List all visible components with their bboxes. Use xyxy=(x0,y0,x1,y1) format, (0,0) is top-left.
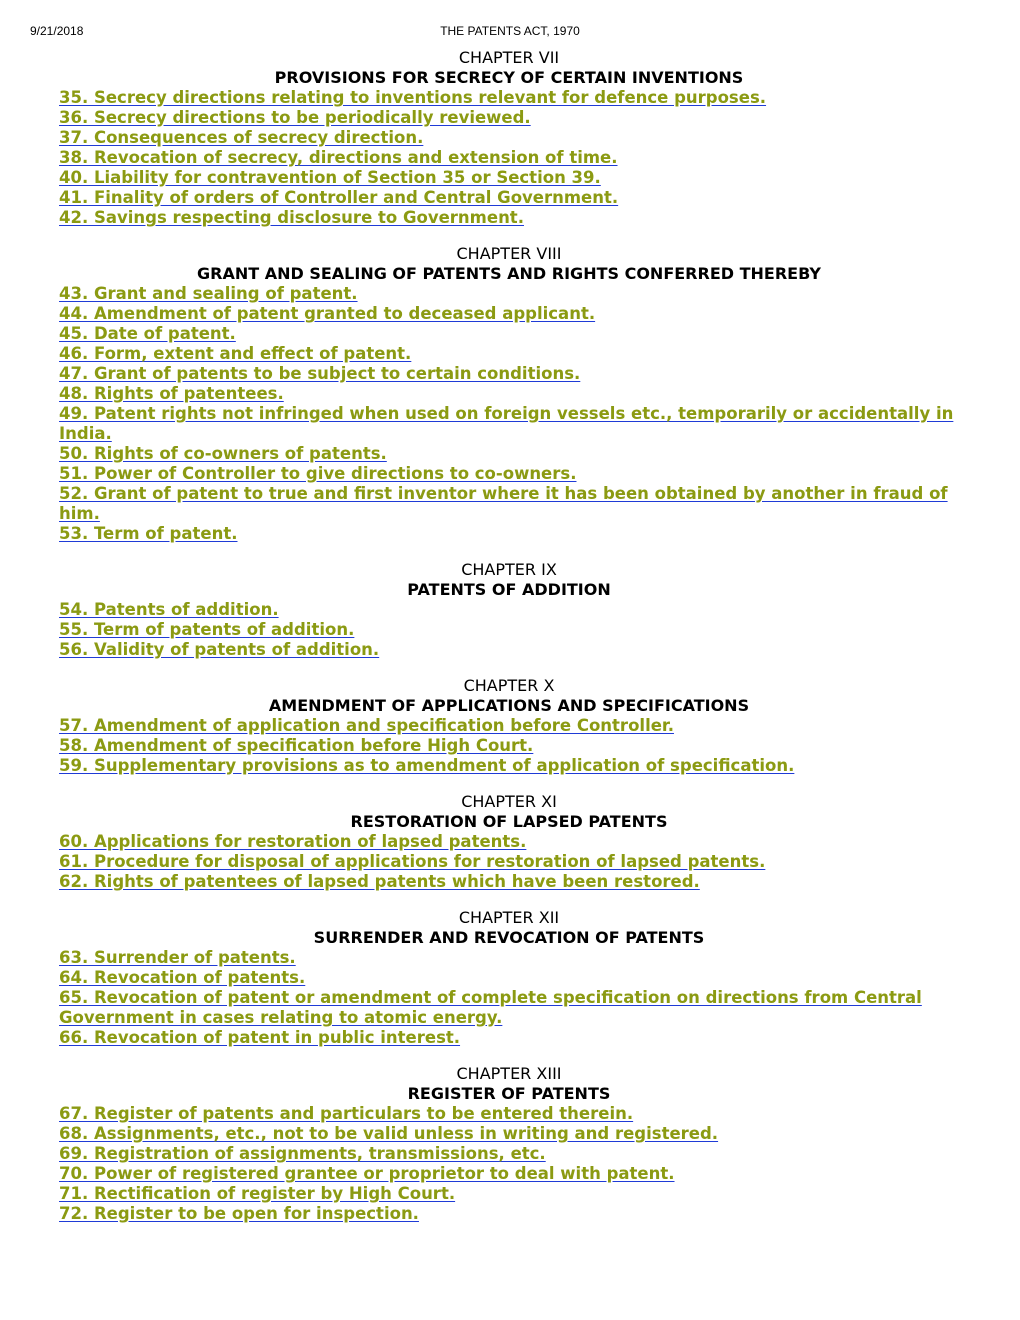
section-link[interactable]: 56. Validity of patents of addition. xyxy=(59,640,380,659)
print-date: 9/21/2018 xyxy=(30,24,84,38)
section-link[interactable]: 51. Power of Controller to give directions to co-owners. xyxy=(59,464,577,483)
section-list xyxy=(59,832,959,892)
section-link[interactable]: 59. Supplementary provisions as to amendment of application of specification. xyxy=(59,756,795,775)
list-item xyxy=(59,1184,959,1204)
list-item xyxy=(59,756,959,776)
section-link[interactable]: 47. Grant of patents to be subject to certain conditions. xyxy=(59,364,581,383)
list-item xyxy=(59,968,959,988)
section-link[interactable]: 49. Patent rights not infringed when used on foreign vessels etc., temporarily or accidentally in India. xyxy=(59,404,954,443)
section-link[interactable]: 63. Surrender of patents. xyxy=(59,948,296,967)
list-item xyxy=(59,168,959,188)
list-item xyxy=(59,988,959,1028)
chapter-title: PROVISIONS FOR SECRECY OF CERTAIN INVENTIONS xyxy=(274,68,744,87)
chapter-block xyxy=(59,1064,959,1224)
section-link[interactable]: 66. Revocation of patent in public interest. xyxy=(59,1028,461,1047)
section-link[interactable]: 48. Rights of patentees. xyxy=(59,384,284,403)
section-list xyxy=(59,948,959,1048)
chapter-number: CHAPTER VII xyxy=(458,48,560,67)
section-link[interactable]: 65. Revocation of patent or amendment of complete specification on directions from Central Government in cases relating to atomic energy. xyxy=(59,988,922,1027)
section-link[interactable]: 44. Amendment of patent granted to deceased applicant. xyxy=(59,304,596,323)
chapter-block xyxy=(59,676,959,776)
section-link[interactable]: 54. Patents of addition. xyxy=(59,600,279,619)
chapter-block xyxy=(59,244,959,544)
list-item xyxy=(59,208,959,228)
chapter-block xyxy=(59,560,959,660)
list-item xyxy=(59,148,959,168)
section-list xyxy=(59,1104,959,1224)
chapter-block xyxy=(59,908,959,1048)
chapter-title: AMENDMENT OF APPLICATIONS AND SPECIFICATIONS xyxy=(268,696,750,715)
list-item xyxy=(59,1124,959,1144)
list-item xyxy=(59,108,959,128)
section-link[interactable]: 67. Register of patents and particulars to be entered therein. xyxy=(59,1104,634,1123)
section-list xyxy=(59,716,959,776)
section-link[interactable]: 64. Revocation of patents. xyxy=(59,968,306,987)
section-link[interactable]: 43. Grant and sealing of patent. xyxy=(59,284,358,303)
list-item xyxy=(59,1204,959,1224)
chapter-number: CHAPTER XI xyxy=(461,792,557,811)
list-item xyxy=(59,1104,959,1124)
list-item xyxy=(59,872,959,892)
list-item xyxy=(59,1144,959,1164)
section-link[interactable]: 71. Rectification of register by High Court. xyxy=(59,1184,456,1203)
section-link[interactable]: 53. Term of patent. xyxy=(59,524,238,543)
list-item xyxy=(59,344,959,364)
section-link[interactable]: 62. Rights of patentees of lapsed patents which have been restored. xyxy=(59,872,700,891)
list-item xyxy=(59,284,959,304)
section-link[interactable]: 72. Register to be open for inspection. xyxy=(59,1204,419,1223)
section-link[interactable]: 61. Procedure for disposal of applications for restoration of lapsed patents. xyxy=(59,852,766,871)
list-item xyxy=(59,384,959,404)
list-item xyxy=(59,188,959,208)
section-list xyxy=(59,284,959,544)
chapter-number: CHAPTER XIII xyxy=(456,1064,562,1083)
list-item xyxy=(59,948,959,968)
section-link[interactable]: 57. Amendment of application and specification before Controller. xyxy=(59,716,674,735)
table-of-contents xyxy=(59,48,959,1240)
list-item xyxy=(59,324,959,344)
section-link[interactable]: 68. Assignments, etc., not to be valid unless in writing and registered. xyxy=(59,1124,719,1143)
section-link[interactable]: 52. Grant of patent to true and first inventor where it has been obtained by another in fraud of him. xyxy=(59,484,948,523)
chapter-title: PATENTS OF ADDITION xyxy=(407,580,611,599)
chapter-title: RESTORATION OF LAPSED PATENTS xyxy=(350,812,668,831)
print-header xyxy=(30,24,990,40)
section-link[interactable]: 35. Secrecy directions relating to inventions relevant for defence purposes. xyxy=(59,88,767,107)
list-item xyxy=(59,364,959,384)
chapter-title: GRANT AND SEALING OF PATENTS AND RIGHTS CONFERRED THEREBY xyxy=(197,264,821,283)
list-item xyxy=(59,304,959,324)
chapter-block xyxy=(59,48,959,228)
list-item xyxy=(59,736,959,756)
list-item xyxy=(59,484,959,524)
list-item xyxy=(59,128,959,148)
section-link[interactable]: 69. Registration of assignments, transmissions, etc. xyxy=(59,1144,546,1163)
section-list xyxy=(59,88,959,228)
list-item xyxy=(59,832,959,852)
list-item xyxy=(59,524,959,544)
section-link[interactable]: 38. Revocation of secrecy, directions and extension of time. xyxy=(59,148,618,167)
list-item xyxy=(59,444,959,464)
document-title: THE PATENTS ACT, 1970 xyxy=(440,24,580,38)
section-link[interactable]: 40. Liability for contravention of Section 35 or Section 39. xyxy=(59,168,601,187)
list-item xyxy=(59,716,959,736)
chapter-number: CHAPTER XII xyxy=(458,908,560,927)
section-link[interactable]: 58. Amendment of specification before High Court. xyxy=(59,736,534,755)
section-link[interactable]: 46. Form, extent and effect of patent. xyxy=(59,344,412,363)
list-item xyxy=(59,1164,959,1184)
chapter-title: SURRENDER AND REVOCATION OF PATENTS xyxy=(313,928,705,947)
chapter-number: CHAPTER VIII xyxy=(456,244,562,263)
section-link[interactable]: 36. Secrecy directions to be periodically reviewed. xyxy=(59,108,531,127)
list-item xyxy=(59,852,959,872)
list-item xyxy=(59,640,959,660)
chapter-title: REGISTER OF PATENTS xyxy=(407,1084,611,1103)
list-item xyxy=(59,404,959,444)
list-item xyxy=(59,1028,959,1048)
section-link[interactable]: 37. Consequences of secrecy direction. xyxy=(59,128,424,147)
chapter-block xyxy=(59,792,959,892)
section-link[interactable]: 42. Savings respecting disclosure to Government. xyxy=(59,208,524,227)
section-link[interactable]: 41. Finality of orders of Controller and Central Government. xyxy=(59,188,619,207)
chapter-number: CHAPTER IX xyxy=(461,560,557,579)
list-item xyxy=(59,600,959,620)
list-item xyxy=(59,464,959,484)
section-link[interactable]: 55. Term of patents of addition. xyxy=(59,620,355,639)
chapter-number: CHAPTER X xyxy=(463,676,555,695)
section-link[interactable]: 45. Date of patent. xyxy=(59,324,236,343)
list-item xyxy=(59,620,959,640)
section-link[interactable]: 50. Rights of co-owners of patents. xyxy=(59,444,387,463)
section-link[interactable]: 70. Power of registered grantee or proprietor to deal with patent. xyxy=(59,1164,675,1183)
list-item xyxy=(59,88,959,108)
section-list xyxy=(59,600,959,660)
section-link[interactable]: 60. Applications for restoration of lapsed patents. xyxy=(59,832,527,851)
